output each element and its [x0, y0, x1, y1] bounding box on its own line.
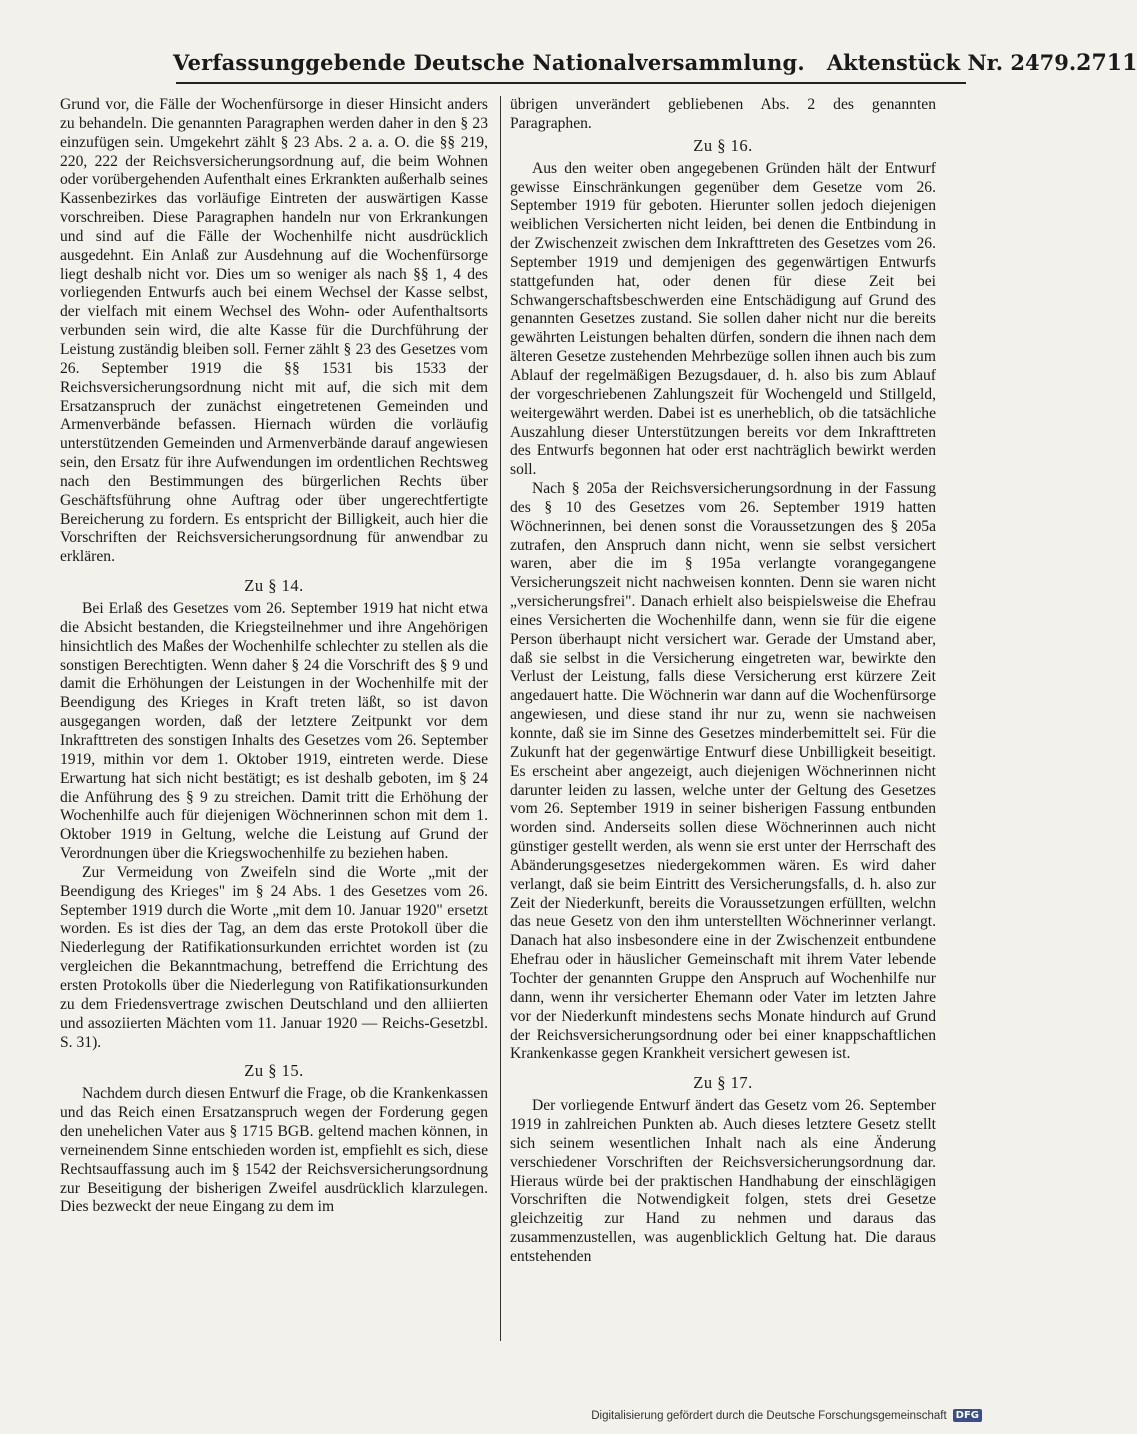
dfg-logo-icon: DFG [953, 1409, 982, 1422]
header-rule [176, 82, 966, 84]
left-column [60, 96, 488, 1217]
section-heading-16: Zu § 16. [693, 135, 753, 155]
paragraph: Nach § 205a der Reichsversicherungsordnung in der Fassung des § 10 des Gesetzes vom 26. September 1919 hatten Wöchnerinnen, bei denen sonst die Voraussetzungen des § 205a zutrafen, den Anspruch dann nicht, wenn sie selbst versichert waren, aber die im § 195a verlangte vorangegangene Versicherungszeit nicht nachweisen konnten. Denn sie waren nicht „versicherungsfrei". Danach erhielt also beispielsweise die Ehefrau eines Versicherten die Wochenhilfe dann, wenn sie für die eigene Person überhaupt nicht versichert war. Gerade der Umstand aber, daß sie selbst in die Versicherung eingetreten war, bewirkte den Verlust der Leistung, falls diese Versicherung erst kürzere Zeit angedauert hatte. Die Wöchnerin war dann auf die Wochenfürsorge angewiesen, und diese stand ihr nur zu, wenn sie nachweisen konnte, daß sie im Sinne des Gesetzes minderbemittelt sei. Für die Zukunft hat der gegenwärtige Entwurf diese Unbilligkeit beseitigt. Es erscheint aber angezeigt, auch diejenigen Wöchnerinnen nicht darunter leiden zu lassen, welche unter der Geltung des Gesetzes vom 26. September 1919 in seiner bisherigen Fassung entbunden worden sind. Anderseits sollen diese Wöchnerinnen auch nicht günstiger gestellt werden, als wenn sie erst unter der Herrschaft des Abänderungsgesetzes niedergekommen wären. Es wird daher verlangt, daß sie beim Eintritt des Versicherungsfalls, d. h. also zur Zeit der Niederkunft, bereits die Voraussetzungen erfüllten, welchn das neue Gesetz von den ihm unterstellten Wöchnerinner verlangt. Danach hat also insbesondere eine in der Zwischenzeit entbundene Ehefrau oder in häuslicher Gemeinschaft mit ihrem Vater lebende Tochter der genannten Gruppe den Anspruch auf Wochenhilfe nur dann, wenn ihr versicherter Ehemann oder Vater im letzten Jahre vor der Niederkunft mindestens sechs Monate hindurch auf Grund der Reichsversicherungsordnung oder bei einer knappschaftlichen Krankenkasse gegen Krankheit versichert gewesen ist. [510, 480, 936, 1063]
paragraph: Nachdem durch diesen Entwurf die Frage, ob die Krankenkassen und das Reich einen Ersatzanspruch wegen der Forderung gegen den unehelichen Vater aus § 1715 BGB. geltend machen können, in verneinendem Sinne entschieden worden ist, empfiehlt es sich, diese Rechtsauffassung auch im § 1542 der Reichsversicherungsordnung zur Beseitigung der bisherigen Zweifel ausdrücklich klarzulegen. Dies bezweckt der neue Eingang zu dem im [60, 1085, 488, 1216]
page-footer [591, 1409, 982, 1422]
section-heading-17: Zu § 17. [693, 1073, 753, 1093]
paragraph: Zur Vermeidung von Zweifeln sind die Worte „mit der Beendigung des Krieges" im § 24 Abs. 1 des Gesetzes vom 26. September 1919 durch die Worte „mit dem 10. Januar 1920" ersetzt worden. Es ist dies der Tag, an dem das erste Protokoll über die Niederlegung der Ratifikationsurkunden errichtet worden ist (zu vergleichen die Bekanntmachung, betreffend die Errichtung des ersten Protokolls über die Niederlegung von Ratifikationsurkunden zu dem Friedensvertrage zwischen Deutschland und den alliierten und assoziierten Mächten vom 11. Januar 1920 — Reichs-Gesetzbl. S. 31). [60, 863, 488, 1051]
document-number: Aktenstück Nr. 2479. [826, 50, 1077, 75]
paragraph: Aus den weiter oben angegebenen Gründen hält der Entwurf gewisse Einschränkungen gegenüber dem Gesetze vom 26. September 1919 für geboten. Hierunter sollen jedoch diejenigen weiblichen Versicherten nicht leiden, bei denen die Entbindung in der Zwischenzeit zwischen dem Inkrafttreten des Gesetzes vom 26. September 1919 und demjenigen des gegenwärtigen Entwurfs stattgefunden hat, oder denen für diese Zeit bei Schwangerschaftsbeschwerden eine Entschädigung auf Grund des genannten Gesetzes zustand. Sie sollen daher nicht nur die bereits gewährten Leistungen behalten dürfen, sondern die ihnen nach dem älteren Gesetze zustehenden Mehrbezüge sollen ihnen auch bis zum Ablauf der regelmäßigen Bezugsdauer, d. h. also bis zum Ablauf der vorgeschriebenen Zahlungszeit für Wochengeld und Stillgeld, weitergewährt werden. Dabei ist es unerheblich, ob die tatsächliche Auszahlung dieser Unterstützungen bereits vor dem Inkrafttreten des Entwurfs begonnen hat oder erst nachträglich bewirkt werden soll. [510, 159, 936, 479]
column-divider [500, 96, 501, 1341]
paragraph: übrigen unverändert gebliebenen Abs. 2 des genannten Paragraphen. [510, 96, 936, 132]
right-column [510, 96, 936, 1267]
footer-credit: Digitalisierung gefördert durch die Deutsche Forschungsgemeinschaft [591, 1409, 947, 1422]
section-heading-15: Zu § 15. [244, 1061, 304, 1081]
paragraph: Grund vor, die Fälle der Wochenfürsorge in dieser Hinsicht anders zu behandeln. Die genannten Paragraphen werden daher in den § 23 einzufügen sein. Umgekehrt zählt § 23 Abs. 2 a. a. O. die §§ 219, 220, 222 der Reichsversicherungsordnung auf, die beim Wohnen oder vorübergehenden Aufenthalt eines Erkrankten außerhalb seines Kassenbezirkes das vorläufige Eintreten der auswärtigen Kasse vorschreiben. Diese Paragraphen handeln nur von Erkrankungen und sind auf die Fälle der Wochenhilfe nicht ausdrücklich ausgedehnt. Ein Anlaß zur Ausdehnung auf die Wochenfürsorge liegt deshalb nicht vor. Dies um so weniger als nach §§ 1, 4 des vorliegenden Entwurfs auch bei einem Wechsel der Kasse selbst, der vielfach mit einem Wechsel des Wohn- oder Aufenthaltsorts verbunden sein wird, die alte Kasse für die Durchführung der Leistung zuständig bleiben soll. Ferner zählt § 23 des Gesetzes vom 26. September 1919 die §§ 1531 bis 1533 der Reichsversicherungsordnung nicht mit auf, die sich mit dem Ersatzanspruch der zunächst eingetretenen Gemeinden und Armenverbände befassen. Hiernach würden die vorläufig unterstützenden Gemeinden und Armenverbände darauf angewiesen sein, den Ersatz für ihre Aufwendungen im ordentlichen Rechtsweg nach den Bestimmungen des bürgerlichen Rechts über Geschäftsführung ohne Auftrag oder über ungerechtfertigte Bereicherung zu fordern. Es entspricht der Billigkeit, auch hier die Vorschriften der Reichsversicherungsordnung für anwendbar zu erklären. [60, 96, 488, 566]
header-title: Verfassunggebende Deutsche Nationalversammlung. [173, 50, 805, 75]
page-header [40, 50, 1137, 86]
page-number: 2711 [1076, 50, 1137, 76]
section-heading-14: Zu § 14. [244, 576, 304, 596]
paragraph: Der vorliegende Entwurf ändert das Gesetz vom 26. September 1919 in zahlreichen Punkten ab. Auch dieses letztere Gesetz stellt sich seinem wesentlichen Inhalt nach als eine Änderung verschiedener Vorschriften der Reichsversicherungsordnung dar. Hieraus würde bei der praktischen Handhabung der einschlägigen Vorschriften die Notwendigkeit folgen, stets drei Gesetze gleichzeitig zur Hand zu nehmen und daraus das zusammenzustellen, was augenblicklich Geltung hat. Die daraus entstehenden [510, 1097, 936, 1265]
paragraph: Bei Erlaß des Gesetzes vom 26. September 1919 hat nicht etwa die Absicht bestanden, die Kriegsteilnehmer und ihre Angehörigen hinsichtlich des Maßes der Wochenhilfe schlechter zu stellen als die sonstigen Berechtigten. Wenn daher § 24 die Vorschrift des § 9 und damit die Erhöhungen der Leistungen in der Wochenhilfe mit der Beendigung des Krieges in Kraft treten läßt, so ist davon ausgegangen worden, daß der letztere Zeitpunkt vor dem Inkrafttreten des sonstigen Inhalts des Gesetzes vom 26. September 1919, mithin vor dem 1. Oktober 1919, eintreten werde. Diese Erwartung hat sich nicht bestätigt; es ist deshalb geboten, im § 24 die Anführung des § 9 zu streichen. Damit tritt die Erhöhung der Wochenhilfe auch für diejenigen Wöchnerinnen schon mit dem 1. Oktober 1919 in Geltung, welche die Leistung auf Grund der Verordnungen über die Kriegswochenhilfe zu beziehen haben. [60, 600, 488, 863]
